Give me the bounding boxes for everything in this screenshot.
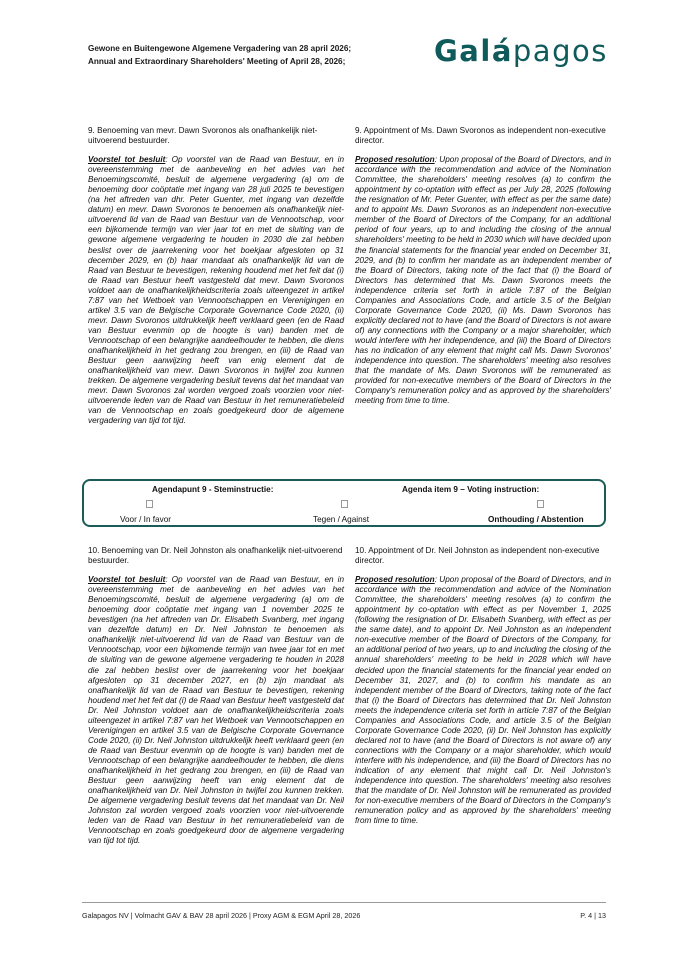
item10-nl-lead: Voorstel tot besluit [88,575,166,585]
footer-divider [82,902,606,903]
item10-en-text: : Upon proposal of the Board of Directors, and in accordance with the recommendation and advice of the Nomination Committee, the shareholders' meeting resolves (a) to confirm the appointment by co-optation with effect as per November 1, 2025 (following the resignation of Dr. Elisabeth Svanberg, with effect as per the same date), and to appoint Dr. Neil Johnston as an independent non-executive member of the Board of Directors of the Company, for an additional period of two years, up to and including the closing of the annual shareholders' meeting to be held in 2028 which will have decided upon the financial statements for the financial year ended on December 31, 2027, and (b) to confirm his mandate as an independent member of the Board of Directors, taking note of the fact that (i) the Board of Directors has determined that Dr. Neil Johnston meets the independence criteria set forth in article 7:87 of the Belgian Companies and Associations Code, and article 3.5 of the Belgian Corporate Governance Code 2020, (ii) Dr. Neil Johnston has explicitly declared not to have (and the Board of Directors is not aware of) any connections with the Company or a major shareholder, which would interfere with his independence, and (iii) the Board of Directors has no indication of any element that might call Dr. Neil Johnston's independence into question. The shareholders' meeting also resolves that the mandate of Dr. Neil Johnston will be remunerated as provided for non-executive members of the Board of Directors in the Company's remuneration policy and as approved by the shareholders' meeting from time to time. [355,575,611,826]
vote-abstention-checkbox[interactable] [537,500,544,508]
item9-en-heading: 9. Appointment of Ms. Dawn Svoronos as independent non-executive director. [355,126,606,146]
item9-en-text: : Upon proposal of the Board of Directors, and in accordance with the recommendation and advice of the Nomination Committee, the shareholders' meeting resolves (a) to confirm the appointment by co-optation with effect as per July 28, 2025 (following the resignation of Mr. Peter Guenter, with effect as per the same date) and to appoint Ms. Dawn Svoronos as an independent non-executive member of the Board of Directors of the Company, for an additional period of four years, up to and including the closing of the annual shareholders' meeting to be held in 2030 which will have decided upon the financial statements for the financial year ended on December 31, 2029, and (b) to confirm her mandate as an independent member of the Board of Directors, taking note of the fact that (i) the Board of Directors has determined that Ms. Dawn Svoronos meets the independence criteria set forth in article 7:87 of the Belgian Companies and Associations Code, and article 3.5 of the Belgian Corporate Governance Code 2020, (ii) Ms. Dawn Svoronos has explicitly declared not to have (and the Board of Directors is not aware of) any connections with the Company or a major shareholder, which would interfere with her independence, and (iii) the Board of Directors has no indication of any element that might call Ms. Dawn Svoronos' independence into question. The shareholders' meeting also resolves that the mandate of Ms. Dawn Svoronos will be remunerated as provided for non-executive members of the Board of Directors in the Company's remuneration policy and as approved by the shareholders' meeting from time to time. [355,155,611,406]
company-logo [434,34,608,68]
item10-nl-heading: 10. Benoeming van Dr. Neil Johnston als onafhankelijk niet-uitvoerend bestuurder. [88,546,343,566]
item10-en-heading: 10. Appointment of Dr. Neil Johnston as independent non-executive director. [355,546,600,566]
voting-instruction-box [82,479,606,527]
header-line-nl: Gewone en Buitengewone Algemene Vergadering van 28 april 2026; [88,44,352,53]
footer-page-number: P. 4 | 13 [580,911,606,920]
vote-in-favor-label: Voor / In favor [120,515,171,524]
item10-nl-text: : Op voorstel van de Raad van Bestuur, en in overeenstemming met de aanbeveling en het advies van het Benoemingscomité, besluit de algemene vergadering (a) om de benoeming door coöptatie met ingang van 1 november 2025 te bevestigen (na het aftreden van Dr. Elisabeth Svanberg, met ingang van dezelfde datum) en Dr. Neil Johnston te benoemen als onafhankelijk niet-uitvoerend lid van de Raad van Bestuur van de Vennootschap, voor een bijkomende termijn van twee jaar tot en met de sluiting van de gewone algemene vergadering te houden in 2028 die zal hebben beslist over de jaarrekening voor het boekjaar afgesloten op 31 december 2027, en (b) zijn mandaat als onafhankelijk lid van de Raad van Bestuur te bevestigen, rekening houdend met het feit dat (i) de Raad van Bestuur heeft vastgesteld dat Dr. Neil Johnston voldoet aan de onafhankelijkheidscriteria zoals uiteengezet in artikel 7:87 van het Wetboek van Vennootschappen en Verenigingen en artikel 3.5 van de Belgische Corporate Governance Code 2020, (ii) Dr. Neil Johnston uitdrukkelijk heeft verklaard geen (en de Raad van Bestuur evenmin op de hoogte is van) banden met de Vennootschap of een belangrijke aandeelhouder te hebben, die diens onafhankelijkheid in het gedrang zou brengen, en (iii) de Raad van Bestuur geen aanwijzing heeft van enig element dat de onafhankelijkheid van Dr. Neil Johnston in twijfel zou kunnen trekken. De algemene vergadering besluit tevens dat het mandaat van Dr. Neil Johnston zal worden vergoed zoals voorzien voor niet-uitvoerende leden van de Raad van Bestuur in het remuneratiebeleid van de Vennootschap en zoals goedgekeurd door de algemene vergadering van tijd tot tijd. [88,575,344,846]
item9-nl-lead: Voorstel tot besluit [88,155,166,165]
item9-nl-body [88,155,344,426]
vote-abstention-label: Onthouding / Abstention [488,515,584,524]
item10-dutch-column [88,546,344,846]
voting-title-nl: Agendapunt 9 - Steminstructie: [152,485,274,494]
item9-dutch-column [88,126,344,426]
page-footer [82,911,606,920]
item9-en-lead: Proposed resolution [355,155,435,165]
vote-against-label: Tegen / Against [313,515,369,524]
header-title [88,43,388,68]
item9-english-column [355,126,611,406]
logo-text-bold: Galá [434,34,513,68]
footer-document-info: Galapagos NV | Volmacht GAV & BAV 28 april 2026 | Proxy AGM & EGM April 28, 2026 [82,911,361,920]
voting-title-en: Agenda item 9 – Voting instruction: [402,485,540,494]
logo-text-light: pagos [512,34,608,68]
item10-en-body [355,575,611,826]
item10-english-column [355,546,611,826]
vote-against-checkbox[interactable] [341,500,348,508]
vote-in-favor-checkbox[interactable] [146,500,153,508]
header-line-en: Annual and Extraordinary Shareholders' Meeting of April 28, 2026; [88,56,346,66]
item9-nl-heading: 9. Benoeming van mevr. Dawn Svoronos als onafhankelijk niet-uitvoerend bestuurder. [88,126,318,146]
item10-nl-body [88,575,344,846]
item9-en-body [355,155,611,406]
item9-nl-text: : Op voorstel van de Raad van Bestuur, en in overeenstemming met de aanbeveling en het advies van het Benoemingscomité, besluit de algemene vergadering (a) om de benoeming door coöptatie met ingang van 28 juli 2025 te bevestigen (na het aftreden van dhr. Peter Guenter, met ingang van dezelfde datum) en mevr. Dawn Svoronos te benoemen als onafhankelijk niet-uitvoerend lid van de Raad van Bestuur van de Vennootschap, voor een bijkomende termijn van vier jaar tot en met de sluiting van de gewone algemene vergadering te houden in 2030 die zal hebben beslist over de jaarrekening voor het boekjaar afgesloten op 31 december 2029, en (b) haar mandaat als onafhankelijk lid van de Raad van Bestuur te bevestigen, rekening houdend met het feit dat (i) de Raad van Bestuur heeft vastgesteld dat mevr. Dawn Svoronos voldoet aan de onafhankelijkheidscriteria zoals uiteengezet in artikel 7:87 van het Wetboek van Vennootschappen en Verenigingen en artikel 3.5 van de Belgische Corporate Governance Code 2020, (ii) mevr. Dawn Svoronos uitdrukkelijk heeft verklaard geen (en de Raad van Bestuur evenmin op de hoogte is van) banden met de Vennootschap of een belangrijke aandeelhouder te hebben, die diens onafhankelijkheid in het gedrang zou brengen, en (iii) de Raad van Bestuur geen aanwijzing heeft van enig element dat de onafhankelijkheid van mevr. Dawn Svoronos in twijfel zou kunnen trekken. De algemene vergadering besluit tevens dat het mandaat van mevr. Dawn Svoronos zal worden vergoed zoals voorzien voor niet-uitvoerende leden van de Raad van Bestuur in het remuneratiebeleid van de Vennootschap en zoals goedgekeurd door de algemene vergadering van tijd tot tijd. [88,155,344,426]
item10-en-lead: Proposed resolution [355,575,435,585]
